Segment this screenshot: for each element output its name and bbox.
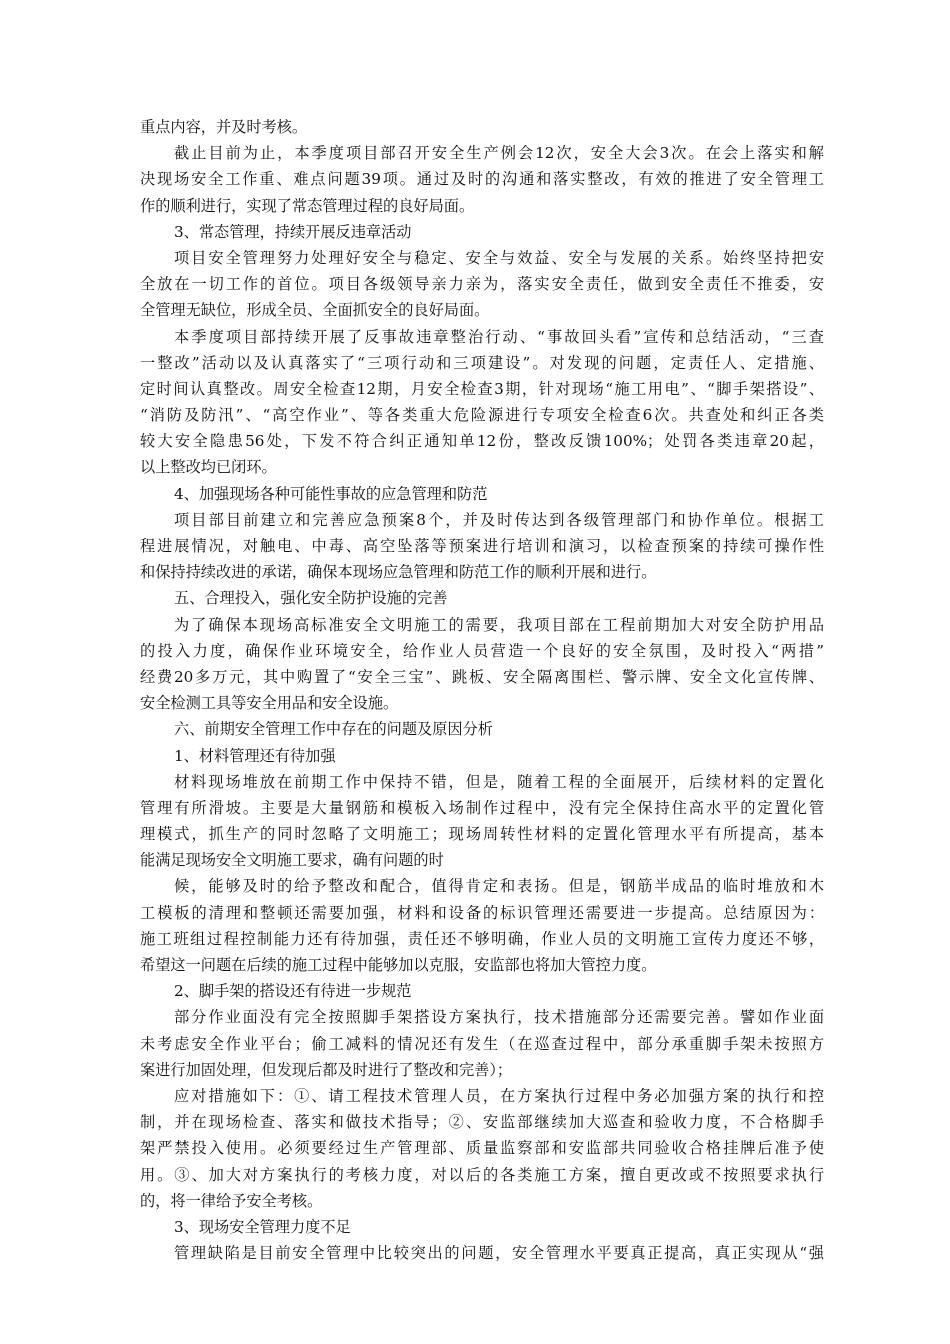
section-heading: 五、合理投入，强化安全防护设施的完善 xyxy=(174,589,448,608)
paragraph-line: 工模板的清理和整顿还需要加强，材料和设备的标识管理还需要进一步提高。总结原因为： xyxy=(140,903,824,922)
paragraph-line: 未考虑安全作业平台；偷工减料的情况还有发生（在巡查过程中，部分承重脚手架未按照方 xyxy=(140,1034,824,1053)
paragraph-line: 能满足现场安全文明施工要求，确有问题的时 xyxy=(140,851,444,870)
paragraph-line: 管理缺陷是目前安全管理中比较突出的问题，安全管理水平要真正提高，真正实现从“强 xyxy=(174,1244,824,1263)
paragraph-line: “消防及防汛”、“高空作业”、等各类重大危险源进行专项安全检查6次。共查处和纠正各类 xyxy=(140,406,824,425)
section-heading: 2、脚手架的搭设还有待进一步规范 xyxy=(174,982,412,1001)
paragraph-line: 全放在一切工作的首位。项目各级领导亲力亲为，落实安全责任，做到安全责任不推委，安 xyxy=(140,275,824,294)
paragraph-line: 程进展情况，对触电、中毒、高空坠落等预案进行培训和演习，以检查预案的持续可操作性 xyxy=(140,537,824,555)
paragraph-line: 希望这一问题在后续的施工过程中能够加以克服，安监部也将加大管控力度。 xyxy=(140,956,657,974)
paragraph-line: 的投入力度，确保作业环境安全，给作业人员营造一个良好的安全氛围，及时投入“两措” xyxy=(140,641,824,660)
paragraph-line: 经费20多万元，其中购置了“安全三宝”、跳板、安全隔离围栏、警示牌、安全文化宣传牌、 xyxy=(140,667,824,686)
paragraph-line: 定时间认真整改。周安全检查12期，月安全检查3期，针对现场“施工用电”、“脚手架搭设”、 xyxy=(140,379,824,398)
paragraph-line: 候，能够及时的给予整改和配合，值得肯定和表扬。但是，钢筋半成品的临时堆放和木 xyxy=(174,877,824,896)
paragraph-line: 管理有所滑坡。主要是大量钢筋和模板入场制作过程中，没有完全保持住高水平的定置化管 xyxy=(140,798,824,817)
section-heading: 4、加强现场各种可能性事故的应急管理和防范 xyxy=(174,484,488,503)
section-heading: 3、现场安全管理力度不足 xyxy=(174,1217,351,1236)
paragraph-line: 理模式，抓生产的同时忽略了文明施工；现场周转性材料的定置化管理水平有所提高，基本 xyxy=(140,825,824,844)
paragraph-line: 应对措施如下：①、请工程技术管理人员，在方案执行过程中务必加强方案的执行和控 xyxy=(174,1086,824,1105)
paragraph-line: 制，并在现场检查、落实和做技术指导；②、安监部继续加大巡查和验收力度，不合格脚手 xyxy=(140,1113,824,1132)
paragraph-line: 截止目前为止，本季度项目部召开安全生产例会12次，安全大会3次。在会上落实和解 xyxy=(174,144,824,163)
text-line: 重点内容，并及时考核。 xyxy=(140,118,308,136)
paragraph-line: 决现场安全工作重、难点问题39项。通过及时的沟通和落实整改，有效的推进了安全管理工 xyxy=(140,170,824,189)
paragraph-line: 一整改”活动以及认真落实了“三项行动和三项建设”。对发现的问题，定责任人、定措施、 xyxy=(140,353,824,372)
paragraph-line: 部分作业面没有完全按照脚手架搭设方案执行，技术措施部分还需要完善。譬如作业面 xyxy=(174,1008,824,1027)
paragraph-line: 和保持持续改进的承诺，确保本现场应急管理和防范工作的顺利开展和进行。 xyxy=(140,563,657,582)
paragraph-line: 本季度项目部持续开展了反事故违章整治行动、“事故回头看”宣传和总结活动，“三查 xyxy=(174,327,824,346)
paragraph-line: 架严禁投入使用。必须要经过生产管理部、质量监察部和安监部共同验收合格挂牌后准予使 xyxy=(140,1139,824,1158)
paragraph-line: 以上整改均已闭环。 xyxy=(140,458,277,477)
paragraph-line: 安全检测工具等安全用品和安全设施。 xyxy=(140,694,399,713)
section-heading: 1、材料管理还有待加强 xyxy=(174,746,336,765)
paragraph-line: 作的顺利进行，实现了常态管理过程的良好局面。 xyxy=(140,196,475,215)
document-page xyxy=(140,114,824,1266)
paragraph-line: 项目安全管理努力处理好安全与稳定、安全与效益、安全与发展的关系。始终坚持把安 xyxy=(174,248,824,267)
paragraph-line: 材料现场堆放在前期工作中保持不错，但是，随着工程的全面展开，后续材料的定置化 xyxy=(174,772,824,791)
section-heading: 3、常态管理，持续开展反违章活动 xyxy=(174,222,412,241)
paragraph-line: 用。③、加大对方案执行的考核力度，对以后的各类施工方案，擅自更改或不按照要求执行 xyxy=(140,1165,824,1184)
paragraph-line: 施工班组过程控制能力还有待加强，责任还不够明确，作业人员的文明施工宣传力度还不够， xyxy=(140,929,824,948)
paragraph-line: 项目部目前建立和完善应急预案8个，并及时传达到各级管理部门和协作单位。根据工 xyxy=(174,510,824,529)
paragraph-line: 为了确保本现场高标准安全文明施工的需要，我项目部在工程前期加大对安全防护用品 xyxy=(174,615,824,634)
paragraph-line: 较大安全隐患56处，下发不符合纠正通知单12份，整改反馈100%；处罚各类违章20起， xyxy=(140,432,824,451)
section-heading: 六、前期安全管理工作中存在的问题及原因分析 xyxy=(174,720,493,739)
paragraph-line: 的，将一律给予安全考核。 xyxy=(140,1191,323,1210)
paragraph-line: 全管理无缺位，形成全员、全面抓安全的良好局面。 xyxy=(140,301,490,320)
paragraph-line: 案进行加固处理，但发现后都及时进行了整改和完善）； xyxy=(140,1060,513,1079)
